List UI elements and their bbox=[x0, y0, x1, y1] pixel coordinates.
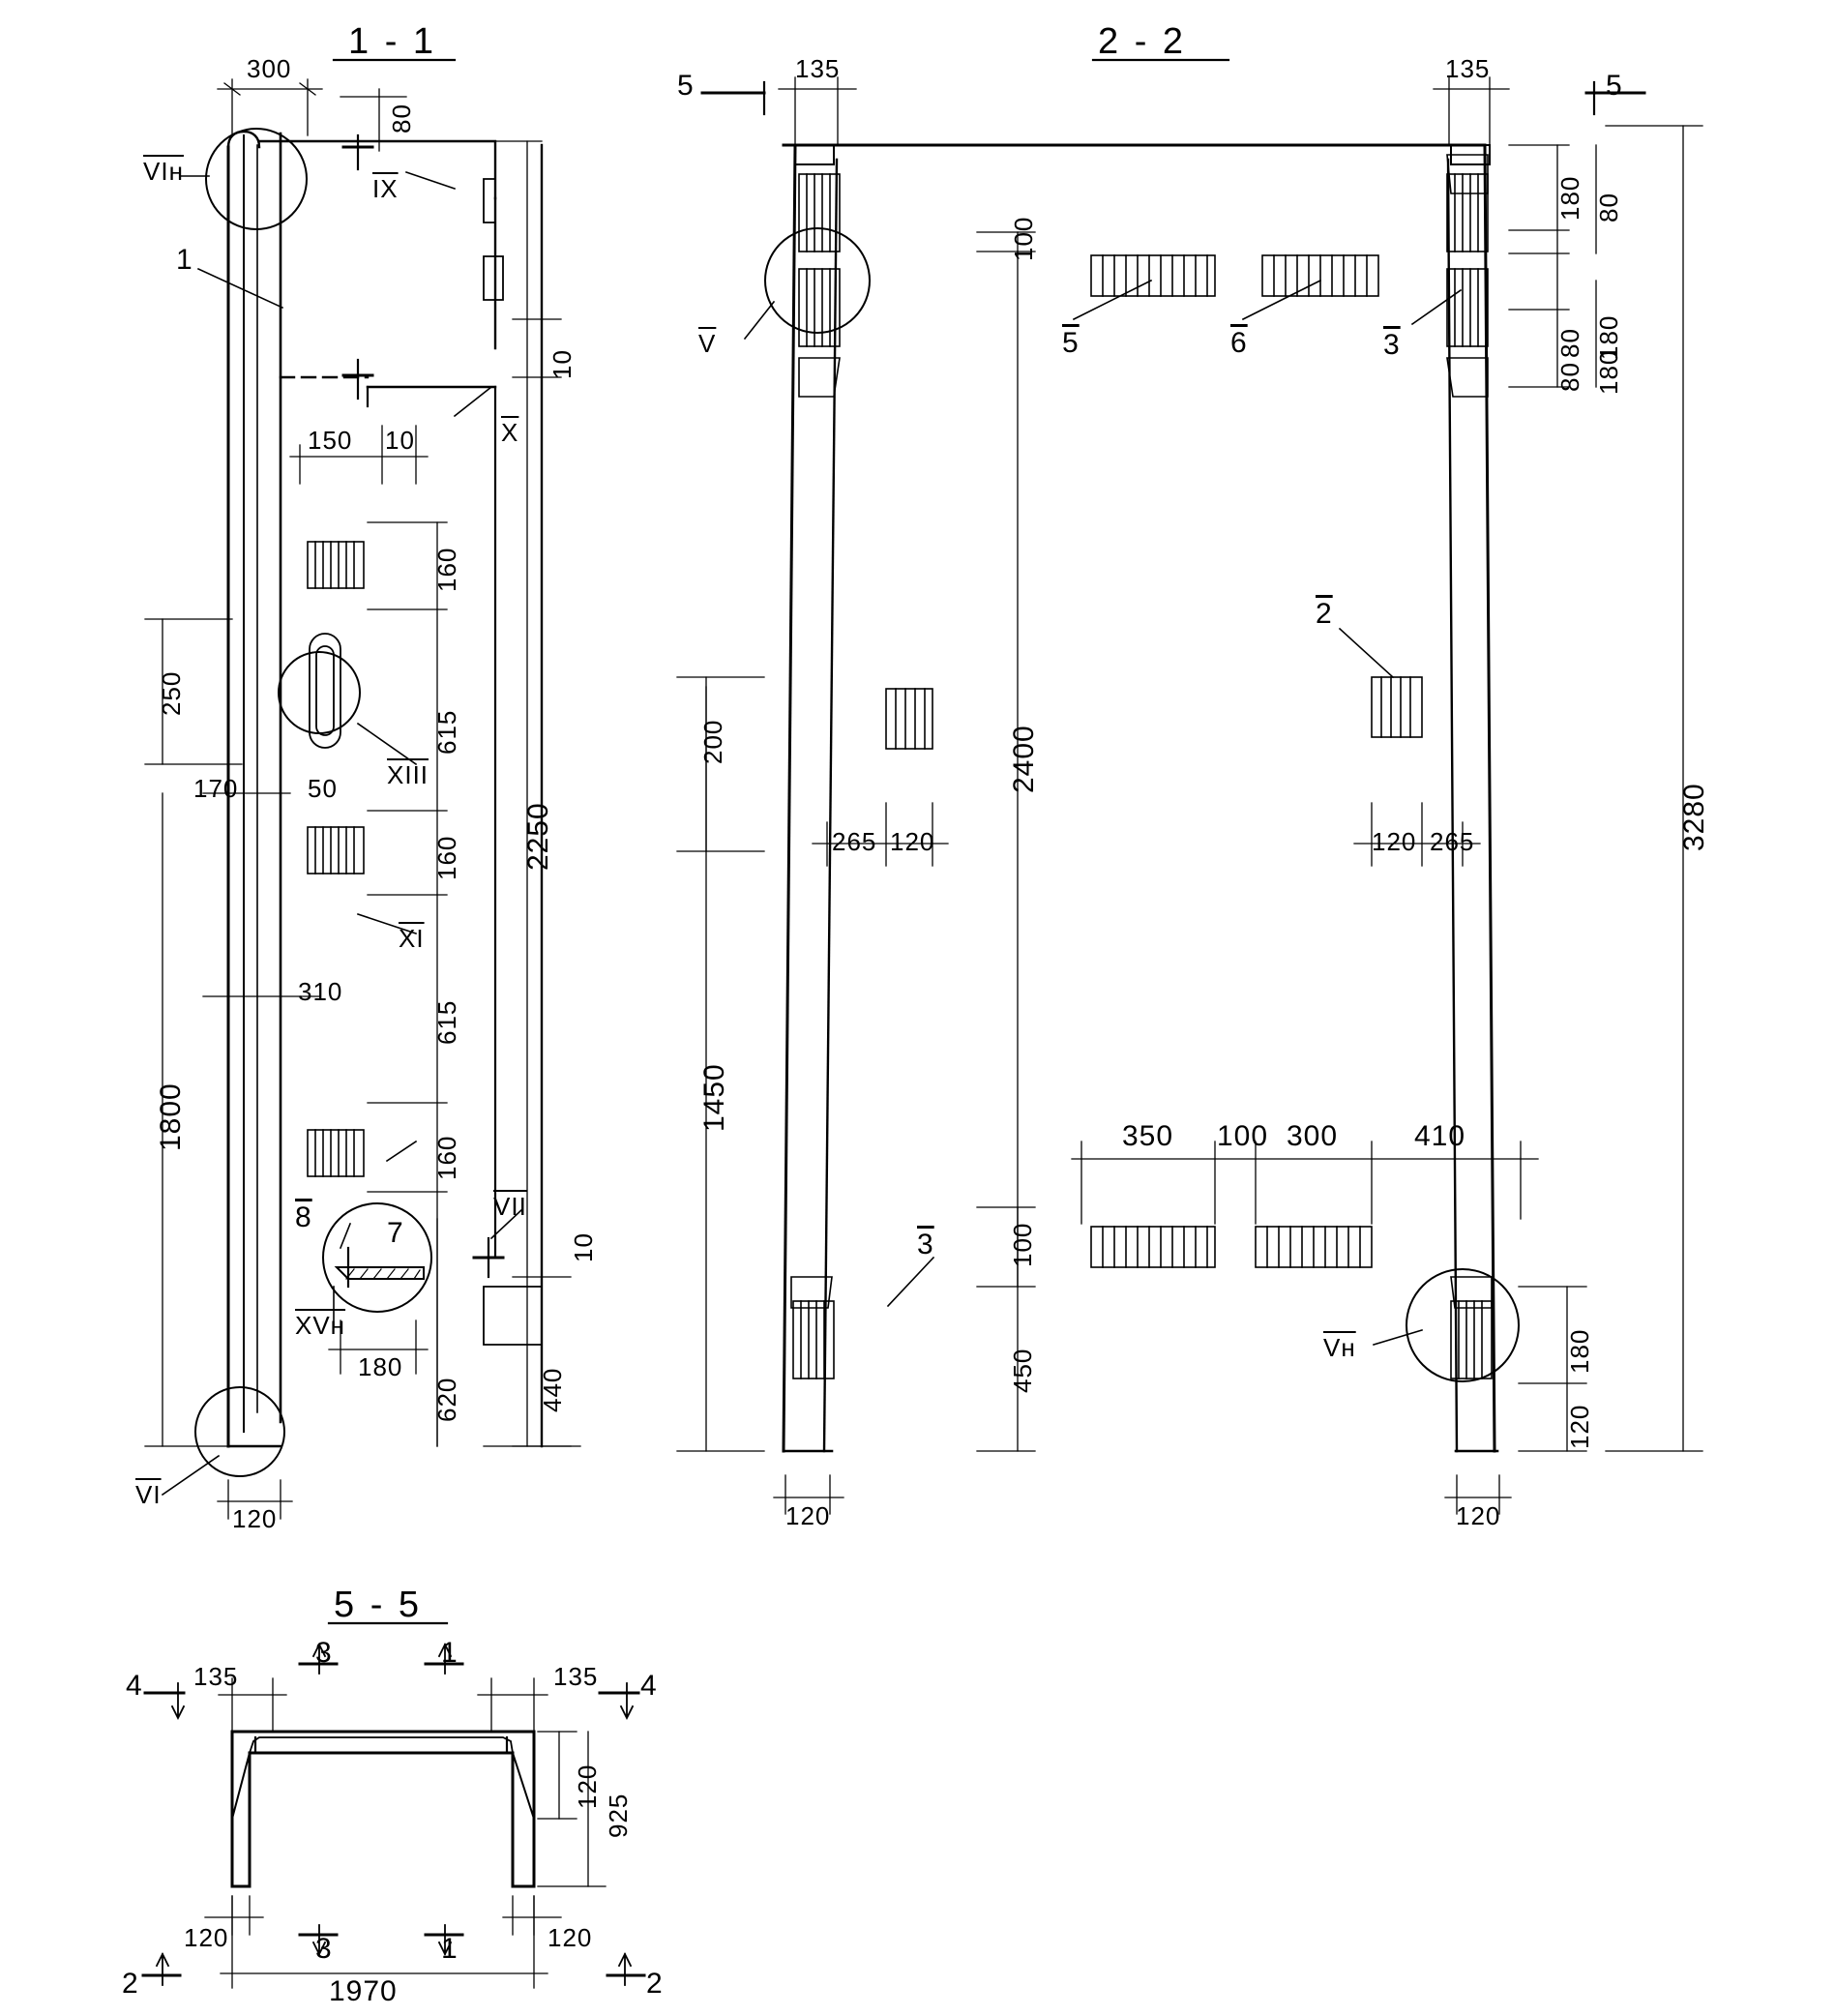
callout-1: 1 bbox=[176, 244, 193, 276]
section-mark-2-right: 2 bbox=[646, 1968, 664, 2000]
view-1-1-title: 1 - 1 bbox=[348, 21, 437, 62]
mark-Vn: Vн bbox=[1323, 1333, 1356, 1362]
section-mark-5-left: 5 bbox=[677, 70, 695, 102]
dim-10-a: 10 bbox=[548, 349, 577, 379]
dim-135-left-v55: 135 bbox=[193, 1662, 239, 1691]
dim-135-right: 135 bbox=[1445, 54, 1491, 83]
dim-120-v55-top: 120 bbox=[573, 1764, 602, 1809]
dim-180-v11: 180 bbox=[358, 1352, 403, 1381]
dim-450: 450 bbox=[1008, 1348, 1037, 1393]
mark-XI: $\overline{XI}$ bbox=[399, 924, 425, 953]
dim-120-right: 120 bbox=[1372, 827, 1417, 856]
dim-10-b: 10 bbox=[385, 426, 415, 455]
dim-170: 170 bbox=[193, 774, 239, 803]
section-mark-1-bottom: 1 bbox=[441, 1933, 459, 1965]
dim-265-left: 265 bbox=[832, 827, 877, 856]
mark-VI: $\overline{VI}$ bbox=[135, 1480, 162, 1509]
dim-3280: 3280 bbox=[1678, 783, 1710, 851]
dim-120-bottom-right: 120 bbox=[1456, 1501, 1501, 1530]
section-mark-2-left: 2 bbox=[122, 1968, 139, 2000]
dim-80-a: 80 bbox=[1594, 193, 1623, 222]
dim-160-c: 160 bbox=[432, 1135, 461, 1180]
dim-80-c: 80 bbox=[1555, 362, 1584, 392]
dim-10-c: 10 bbox=[569, 1232, 598, 1262]
dim-180-b: 180 bbox=[1594, 314, 1623, 360]
callout-7: 7 bbox=[387, 1217, 404, 1249]
dim-200: 200 bbox=[698, 719, 727, 764]
dim-120-left-v55: 120 bbox=[184, 1923, 229, 1952]
dim-150: 150 bbox=[308, 426, 353, 455]
dim-135-right-v55: 135 bbox=[553, 1662, 599, 1691]
dim-160-a: 160 bbox=[432, 547, 461, 592]
dim-80: 80 bbox=[387, 104, 416, 133]
section-mark-1-top: 1 bbox=[441, 1637, 459, 1669]
dim-300: 300 bbox=[247, 54, 292, 83]
callout-8: 8 bbox=[295, 1201, 312, 1233]
mark-XIII: XIII bbox=[387, 760, 429, 789]
dim-135-left: 135 bbox=[795, 54, 841, 83]
section-mark-3-bottom: 3 bbox=[315, 1933, 333, 1965]
section-mark-4-right: 4 bbox=[640, 1670, 658, 1702]
dim-100-mid: 100 bbox=[1217, 1120, 1269, 1152]
dim-925: 925 bbox=[604, 1793, 633, 1838]
dim-120-bottom-left: 120 bbox=[785, 1501, 831, 1530]
dim-100-bottom: 100 bbox=[1008, 1222, 1037, 1267]
mark-X: $\overline{X}$ bbox=[501, 418, 519, 447]
view-5-5-title: 5 - 5 bbox=[334, 1585, 423, 1625]
dim-310: 310 bbox=[298, 977, 343, 1006]
mark-VII: $\overline{VII}$ bbox=[493, 1192, 527, 1221]
dim-1450: 1450 bbox=[698, 1063, 730, 1132]
dim-180-c: 180 bbox=[1594, 349, 1623, 395]
dim-620: 620 bbox=[432, 1377, 461, 1422]
dim-2400: 2400 bbox=[1008, 725, 1040, 793]
dim-615-b: 615 bbox=[432, 999, 461, 1045]
dim-50: 50 bbox=[308, 774, 338, 803]
dim-120-right-v55: 120 bbox=[548, 1923, 593, 1952]
mark-VIn: VIн bbox=[143, 157, 184, 186]
dim-2250: 2250 bbox=[522, 802, 554, 871]
section-mark-5-right: 5 bbox=[1606, 70, 1623, 102]
dim-180-d: 180 bbox=[1565, 1328, 1594, 1374]
dim-1800: 1800 bbox=[155, 1082, 187, 1151]
callout-3-a: 3 bbox=[1383, 329, 1401, 361]
dim-1970: 1970 bbox=[329, 1975, 398, 2007]
dim-80-b: 80 bbox=[1555, 328, 1584, 358]
mark-V: $\overline{V}$ bbox=[698, 329, 717, 358]
dim-440: 440 bbox=[538, 1367, 567, 1412]
dim-160-b: 160 bbox=[432, 835, 461, 880]
dim-120-v11: 120 bbox=[232, 1504, 278, 1533]
dim-350: 350 bbox=[1122, 1120, 1174, 1152]
dim-180-a: 180 bbox=[1555, 175, 1584, 221]
callout-2: 2 bbox=[1316, 598, 1333, 630]
mark-XVn: XVн bbox=[295, 1311, 346, 1340]
callout-6: 6 bbox=[1230, 327, 1248, 359]
section-mark-4-left: 4 bbox=[126, 1670, 143, 1702]
dim-120-left: 120 bbox=[890, 827, 935, 856]
dim-250: 250 bbox=[157, 670, 186, 716]
view-2-2-title: 2 - 2 bbox=[1098, 21, 1187, 62]
callout-5: 5 bbox=[1062, 327, 1080, 359]
dim-100-top: 100 bbox=[1009, 216, 1038, 261]
dim-615-a: 615 bbox=[432, 709, 461, 755]
dim-120-br: 120 bbox=[1565, 1404, 1594, 1449]
section-mark-3-top: 3 bbox=[315, 1637, 333, 1669]
mark-IX: $\overline{IX}$ bbox=[372, 174, 399, 203]
dim-300-v22: 300 bbox=[1287, 1120, 1339, 1152]
callout-3-b: 3 bbox=[917, 1229, 934, 1260]
dim-410: 410 bbox=[1414, 1120, 1466, 1152]
dim-265-right: 265 bbox=[1430, 827, 1475, 856]
